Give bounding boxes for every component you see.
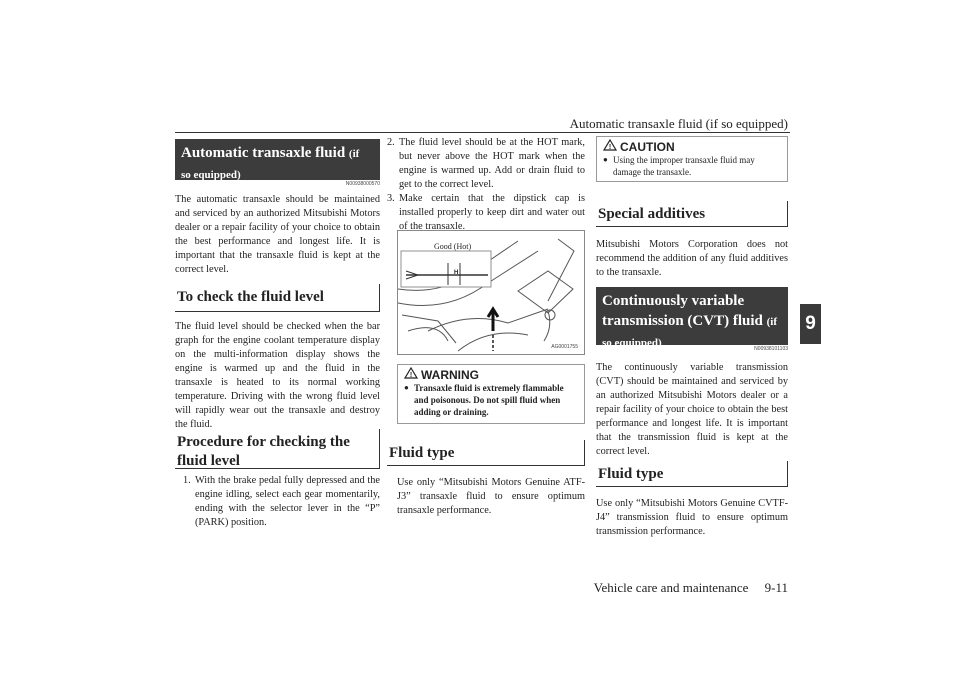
fluid-type-cvt-paragraph: Use only “Mitsubishi Motors Genuine CVTF-J4” transmission fluid to ensure optimum transmission performance. [596,498,788,537]
footer-page-number: 9-11 [764,580,788,595]
running-header: Automatic transaxle fluid (if so equipped) [569,116,788,131]
warning-text: Transaxle fluid is extremely flammable and poisonous. Do not spill fluid when adding or draining. [414,383,564,417]
header-rule [175,132,790,133]
warning-triangle-icon [404,367,418,382]
warning-header: ! WARNING [404,367,578,382]
page-footer [560,580,788,596]
caution-triangle-icon [603,139,617,154]
check-paragraph: The fluid level should be checked when the bar graph for the engine coolant temperature display on the multi-information display shows the engine is warmed up and the fluid in the transaxle is heated to its normal working temperature. Driving with the wrong fluid level will rapidly wear out the transaxle and destroy the fluid. [175,321,380,430]
additives-paragraph: Mitsubishi Motors Corporation does not recommend the addition of any fluid additives to the transaxle. [596,239,788,278]
chapter-tab: 9 [800,304,821,344]
bullet-icon: ● [404,383,409,392]
figure-label-good-hot: Good (Hot) [434,242,472,251]
caution-box [596,136,788,182]
cvt-paragraph: The continuously variable transmission (CVT) should be maintained and serviced by an authorized Mitsubishi Motors dealer or a repair facility of your choice to obtain the best performance and longest life. It is important that the transmission fluid is kept at the correct level. [596,362,788,457]
heading-fluid-type-cvt: Fluid type [596,461,788,487]
figure-hot-mark: H [454,270,459,276]
intro-paragraph: The automatic transaxle should be maintained and serviced by an authorized Mitsubishi Motors dealer or a repair facility of your choice to obtain the best performance and longest life. It is important that the transaxle fluid is kept at the correct level. [175,194,380,275]
bullet-icon: ● [603,155,608,164]
heading-fluid-type-atf: Fluid type [387,440,585,466]
heading-procedure: Procedure for checking the fluid level [175,429,380,469]
procedure-steps-2-3: 2. The fluid level should be at the HOT mark, but never above the HOT mark when the engine is warmed up. Add or drain fluid to get to the correct level. 3. Make certain that the dipstick cap is installed properly to keep dirt and water out of the transaxle. [387,137,585,232]
fluid-type-atf-paragraph: Use only “Mitsubishi Motors Genuine ATF-J3” transaxle fluid to ensure optimum transaxle performance. [397,477,585,516]
dipstick-figure [397,230,585,355]
warning-box [397,364,585,424]
section-code: N00938000570 [345,181,380,187]
heading-special-additives: Special additives [596,201,788,227]
heading-check-fluid-level: To check the fluid level [175,284,380,312]
procedure-step-1: 1. With the brake pedal fully depressed and the engine idling, select each gear momentarily, ending with the selector lever in the “P” (PARK) position. [183,475,380,528]
heading-automatic-transaxle-fluid: Automatic transaxle fluid (if so equipped) [175,139,380,180]
caution-header: ! CAUTION [603,139,781,154]
svg-text:!: ! [409,372,413,379]
caution-text: Using the improper transaxle fluid may damage the transaxle. [613,155,755,177]
footer-section: Vehicle care and maintenance [593,580,749,595]
dipstick-illustration [398,231,584,354]
figure-code: AG0001755 [551,344,578,350]
heading-cvt-fluid: Continuously variable transmission (CVT) fluid (if so equipped) [596,287,788,345]
svg-text:!: ! [608,144,612,151]
cvt-section-code: N00938101103 [754,346,788,352]
